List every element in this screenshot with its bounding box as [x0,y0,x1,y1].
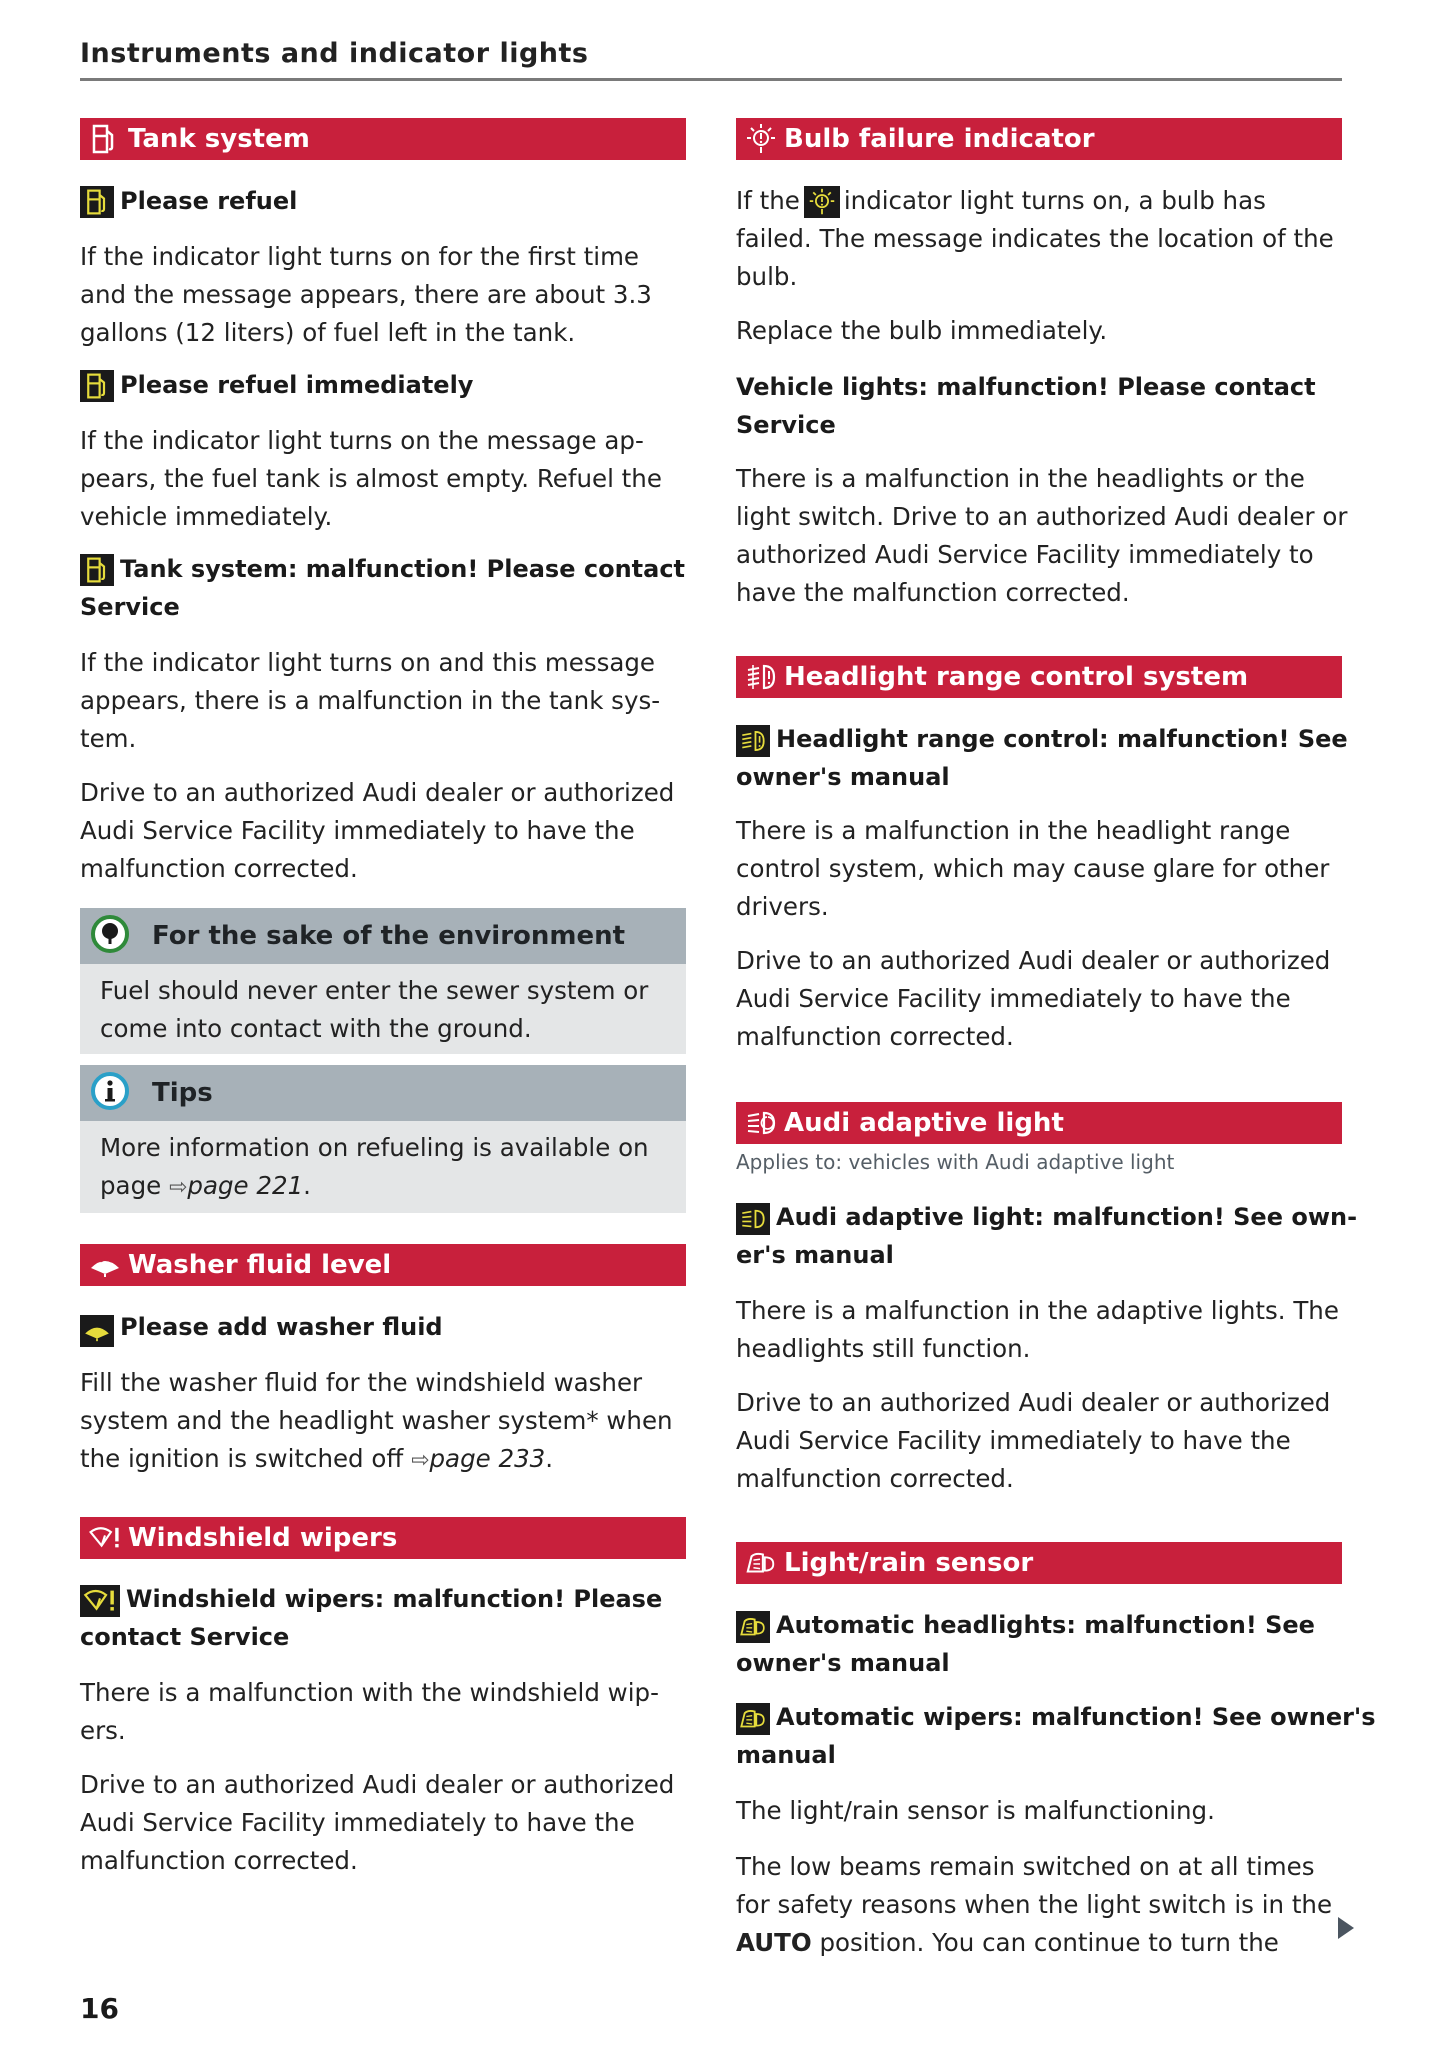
paragraph: There is a malfunction in the adaptive lights. The headlights still function. [736,1296,1339,1363]
section-heading: Windshield wipers [128,1523,398,1553]
paragraph: Drive to an authorized Audi dealer or authorized Audi Service Facility immediately to have the malfunction corrected. [80,1770,675,1875]
item-vehicle-lights-malfunction: Vehicle lights: malfunction! Please contact Service [736,373,1316,439]
paragraph: Drive to an authorized Audi dealer or authorized Audi Service Facility immediately to have the malfunction corrected. [736,1388,1331,1493]
washer-fluid-indicator-icon [80,1315,114,1347]
note-body: More information on refueling is available on page ⇨page 221. [80,1121,686,1213]
item-tank-malfunction: Tank system: malfunction! Please contact Service [80,555,686,621]
item-wipers-malfunction: Windshield wipers: malfunction! Please contact Service [80,1585,663,1651]
section-heading: Light/rain sensor [784,1548,1034,1578]
fuel-pump-icon [88,122,122,156]
paragraph: The low beams remain switched on at all times for safety reasons when the light switch is in the AUTO position. You can continue to turn the [736,1852,1333,1957]
applies-to-note: Applies to: vehicles with Audi adaptive light [736,1150,1175,1174]
headlight-range-icon [744,660,778,694]
page-number: 16 [80,1992,119,2025]
item-automatic-headlights-malfunction: Automatic headlights: malfunction! See owner's manual [736,1611,1315,1677]
section-headlight-range [736,656,1342,698]
item-add-washer-fluid: Please add washer fluid [80,1308,443,1347]
paragraph: If the indicator light turns on the message ap- pears, the fuel tank is almost empty. Refuel the vehicle immediately. [80,426,662,531]
continued-arrow-icon [1338,1917,1354,1939]
section-heading: Tank system [128,124,310,154]
fuel-indicator-icon [80,186,114,218]
item-please-refuel: Please refuel [80,182,297,220]
page-title: Instruments and indicator lights [80,38,589,69]
note-header: Tips [80,1065,686,1121]
paragraph: If the indicator light turns on and this message appears, there is a malfunction in the tank sys- tem. [80,648,661,753]
section-windshield-wipers [80,1517,686,1559]
adaptive-light-icon [744,1106,778,1140]
item-automatic-wipers-malfunction: Automatic wipers: malfunction! See owner's manual [736,1703,1376,1769]
paragraph: There is a malfunction in the headlight range control system, which may cause glare for other drivers. [736,816,1330,921]
tips-note [80,1065,686,1213]
paragraph: The light/rain sensor is malfunctioning. [736,1796,1215,1825]
bulb-failure-indicator-icon [804,186,840,218]
info-icon [90,1071,130,1115]
item-adaptive-light-malfunction: Audi adaptive light: malfunction! See own- er's manual [736,1203,1358,1269]
header-rule [80,78,1342,81]
light-rain-sensor-indicator-icon [736,1703,770,1735]
adaptive-light-indicator-icon [736,1203,770,1235]
bulb-failure-icon [744,122,778,156]
section-bulb-failure [736,118,1342,160]
tree-icon [90,914,130,958]
note-header: For the sake of the environment [80,908,686,964]
environment-note [80,908,686,1054]
note-body: Fuel should never enter the sewer system or come into contact with the ground. [80,964,686,1054]
paragraph: Replace the bulb immediately. [736,316,1108,345]
item-please-refuel-immediately: Please refuel immediately [80,366,473,404]
paragraph: There is a malfunction in the headlights or the light switch. Drive to an authorized Audi dealer or authorized Audi Service Facility immediately to have the malfunction corrected. [736,464,1348,607]
section-adaptive-light [736,1102,1342,1144]
washer-fluid-icon [88,1248,122,1282]
section-heading: Headlight range control system [784,662,1249,692]
paragraph: Drive to an authorized Audi dealer or authorized Audi Service Facility immediately to have the malfunction corrected. [736,946,1331,1051]
section-washer-fluid [80,1244,686,1286]
item-headlight-range-malfunction: Headlight range control: malfunction! See owner's manual [736,725,1348,791]
page-link[interactable]: page 221 [187,1171,304,1200]
headlight-range-indicator-icon [736,725,770,757]
section-tank-system [80,118,686,160]
section-light-rain-sensor [736,1542,1342,1584]
wiper-warning-indicator-icon [80,1585,120,1617]
fuel-indicator-icon [80,554,114,586]
section-heading: Washer fluid level [128,1250,392,1280]
wiper-warning-icon [88,1521,122,1555]
paragraph: If the indicator light turns on, a bulb has failed. The message indicates the location of the bulb. [736,186,1334,291]
arrow-right-icon: ⇨ [168,1175,188,1200]
fuel-indicator-icon [80,370,114,402]
paragraph: Fill the washer fluid for the windshield washer system and the headlight washer system* when the ignition is switched off ⇨page 233. [80,1368,673,1473]
paragraph: Drive to an authorized Audi dealer or authorized Audi Service Facility immediately to have the malfunction corrected. [80,778,675,883]
paragraph: If the indicator light turns on for the first time and the message appears, there are about 3.3 gallons (12 liters) of fuel left in the tank. [80,242,652,347]
page-link[interactable]: page 233 [429,1444,546,1473]
light-rain-sensor-indicator-icon [736,1611,770,1643]
arrow-right-icon: ⇨ [411,1448,430,1473]
paragraph: There is a malfunction with the windshield wip- ers. [80,1678,659,1745]
section-heading: Bulb failure indicator [784,124,1095,154]
section-heading: Audi adaptive light [784,1108,1064,1138]
light-rain-sensor-icon [744,1546,778,1580]
